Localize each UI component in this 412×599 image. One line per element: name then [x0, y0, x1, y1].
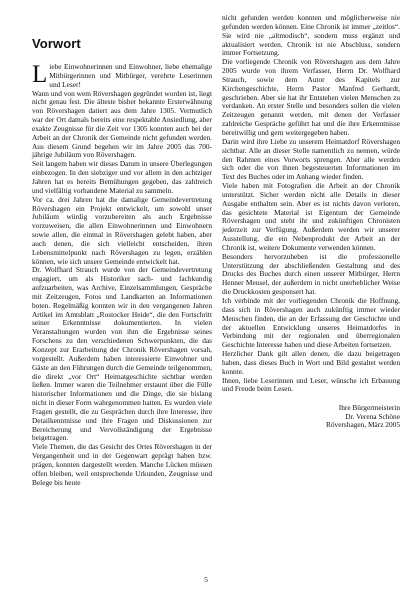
paragraph: Viele Themen, die das Gesicht des Ortes Rövershagen in der Vergangenheit und in der Gegenwart geprägt haben bzw. prägen, konnten dargestellt werden. Manche Lücken müssen offen bleiben, weil entsprechende Urkunden, Zeugnisse und Belege bis heute [32, 442, 212, 487]
paragraph: Viele haben mit Fotografien die Arbeit an der Chronik unterstützt. Sicher werden nicht alle Details in dieser Ausgabe enthalten sein. Aber es ist nichts davon verloren, das gesichtete Material ist Eigentum der Gemeinde Rövershagen und steht ihr und zukünftigen Chronisten jederzeit zur Verfügung. Außerdem werden wir unserer Ausstellung, die ein Nebenprodukt der Arbeit an der Chronik ist, weitere Dokumente verwenden können. [222, 181, 400, 252]
paragraph: Seit langem haben wir dieses Datum in unsere Überlegungen einbezogen. In den siebziger und vor allem in den achtziger Jahren hat es bereits Bemühungen gegeben, das zahlreich und vielfältig vorhandene Material zu sammeln. [32, 159, 212, 195]
paragraph: Besonders hervorzuheben ist die professionelle Unterstützung der abschließenden Gestaltung und des Drucks des Buches durch einen unserer Mitbürger, Herrn Henner Meusel, der außerdem in nicht unerheblicher Weise die Druckkosten gesponsert hat. [222, 251, 400, 297]
page-number: 5 [204, 575, 208, 584]
paragraph: Vor ca. drei Jahren hat die damalige Gemeindevertretung Rövershagen ein Projekt entwickelt, um sowohl unser Jubiläum würdig vorzubereiten als auch Ergebnisse vorzuweisen, die allen Einwohnerinnen und Einwohnern sowie allen, die einmal in Rövershagen gelebt haben, aber auch denen, die sich vielleicht entscheiden, ihren Lebensmittelpunkt nach Rövershagen zu legen, erzählen können, wie sich unsere Gemeinde entwickelt hat. [32, 194, 212, 266]
page-title: Vorwort [32, 36, 81, 51]
signature-place-date: Rövershagen, März 2005 [325, 420, 400, 430]
signature-role: Ihre Bürgermeisterin [338, 403, 400, 413]
paragraph: Die vorliegende Chronik von Rövershagen aus dem Jahre 2005 wurde von ihrem Verfasser, Herrn Dr. Wolfhard Strauch, sowie dem Autor des Kapitels zur Kirchengeschichte, Herrn Pastor Manfred Gerhardt, geschrieben. Aber sie hat ihr Entstehen vielen Menschen zu verdanken. An erster Stelle und besonders sollen die vielen Zeitzeugen genannt werden, mit denen der Verfasser zahlreiche Gespräche geführt hat und die ihre Erkenntnisse bereitwillig und gern weitergegeben haben. [222, 57, 400, 137]
opening-paragraph [32, 63, 212, 90]
paragraph: Herzlicher Dank gilt allen denen, die dazu beigetragen haben, dass dieses Buch in Wort und Bild gestaltet werden konnte. [222, 349, 400, 376]
signature-name: Dr. Verena Schöne [345, 411, 400, 421]
paragraph: Ich verbinde mit der vorliegenden Chronik die Hoffnung, dass sich in Rövershagen auch zukünftig immer wieder Menschen finden, die an der Erfassung der Geschichte und der aktuellen Entwicklung unseres Heimatdorfes in Verbindung mit der regionalen und überregionalen Geschichte Interesse haben und diese Arbeiten fortsetzen. [222, 296, 400, 350]
opening-text: iebe Einwohnerinnen und Einwohner, liebe ehemalige Mitbürgerinnen und Mitbürger, verehrte Leserinnen und Leser! [49, 62, 212, 89]
right-column [222, 14, 400, 430]
signature-block [222, 404, 400, 430]
drop-cap: L [32, 61, 48, 88]
paragraph: Wann und von wem Rövershagen gegründet worden ist, liegt nicht genau fest. Die älteste bisher bekannte Ersterwähnung von Rövershagen datiert aus dem Jahre 1305. Vermutlich war der Ort damals bereits eine respektable Ansiedlung, aber exakte Zeugnisse für die Zeit vor 1305 konnten auch bei der Arbeit an der Chronik der Gemeinde nicht gefunden werden. Aus diesem Grund begehen wir im Jahre 2005 das 700-jährige Jubiläum von Rövershagen. [32, 88, 212, 160]
paragraph: Ihnen, liebe Leserinnen und Leser, wünsche ich Erbauung und Freude beim Lesen. [222, 375, 400, 394]
paragraph: nicht gefunden werden konnten und möglicherweise nie gefunden werden können. Eine Chronik ist immer „zeitlos“. Sie wird nie „altmodisch“, sondern muss ergänzt und aktualisiert werden. Chronik ist nie Abschluss, sondern immer Fortsetzung. [222, 13, 400, 58]
left-column [32, 63, 212, 488]
paragraph: Dr. Wolfhard Strauch wurde von der Gemeindevertretung engagiert, um als Historiker sach- und fachkundig aufzuarbeiten, was Archive, Einzelsammlungen, Gespräche mit Zeitzeugen, Fotos und Landkarten an Informationen boten. Regelmäßig konnten wir in den vergangenen Jahren Artikel im Amtsblatt „Rostocker Heide“, die den Fortschritt seiner Erkenntnisse dokumentierten. In vielen Veranstaltungen wurden von ihm die Ergebnisse seines Forschens zu den verschiedenen Schwerpunkten, die das Konzept zur Erarbeitung der Chronik Rövershagen vorsah, vorgestellt. Außerdem haben interessierte Einwohner und Gäste an den Führungen durch die Gemeinde teilgenommen, die direkt „vor Ort“ Heimatgeschichte sichtbar werden ließen. Immer waren die Teilnehmer erstaunt über die Fülle historischer Informationen und die Dinge, die sie bislang nicht in dieser Form wahrgenommen hatten. Es wurden viele Fragen gestellt, die zu Gesprächen durch ihre Interesse, ihre Detailkenntnisse und ihre Fragen und Diskussionen zur Bereicherung und Vervollständigung der Ergebnisse beigetragen. [32, 265, 212, 443]
paragraph: Darin wird ihre Liebe zu unserem Heimatdorf Rövershagen sichtbar. Alle an dieser Stelle namentlich zu nennen, würde den Rahmen eines Vorworts sprengen. Aber alle werden sich oder die von ihnen begesteuerten Informationen im Text des Buches oder im Anhang wieder finden. [222, 136, 400, 182]
